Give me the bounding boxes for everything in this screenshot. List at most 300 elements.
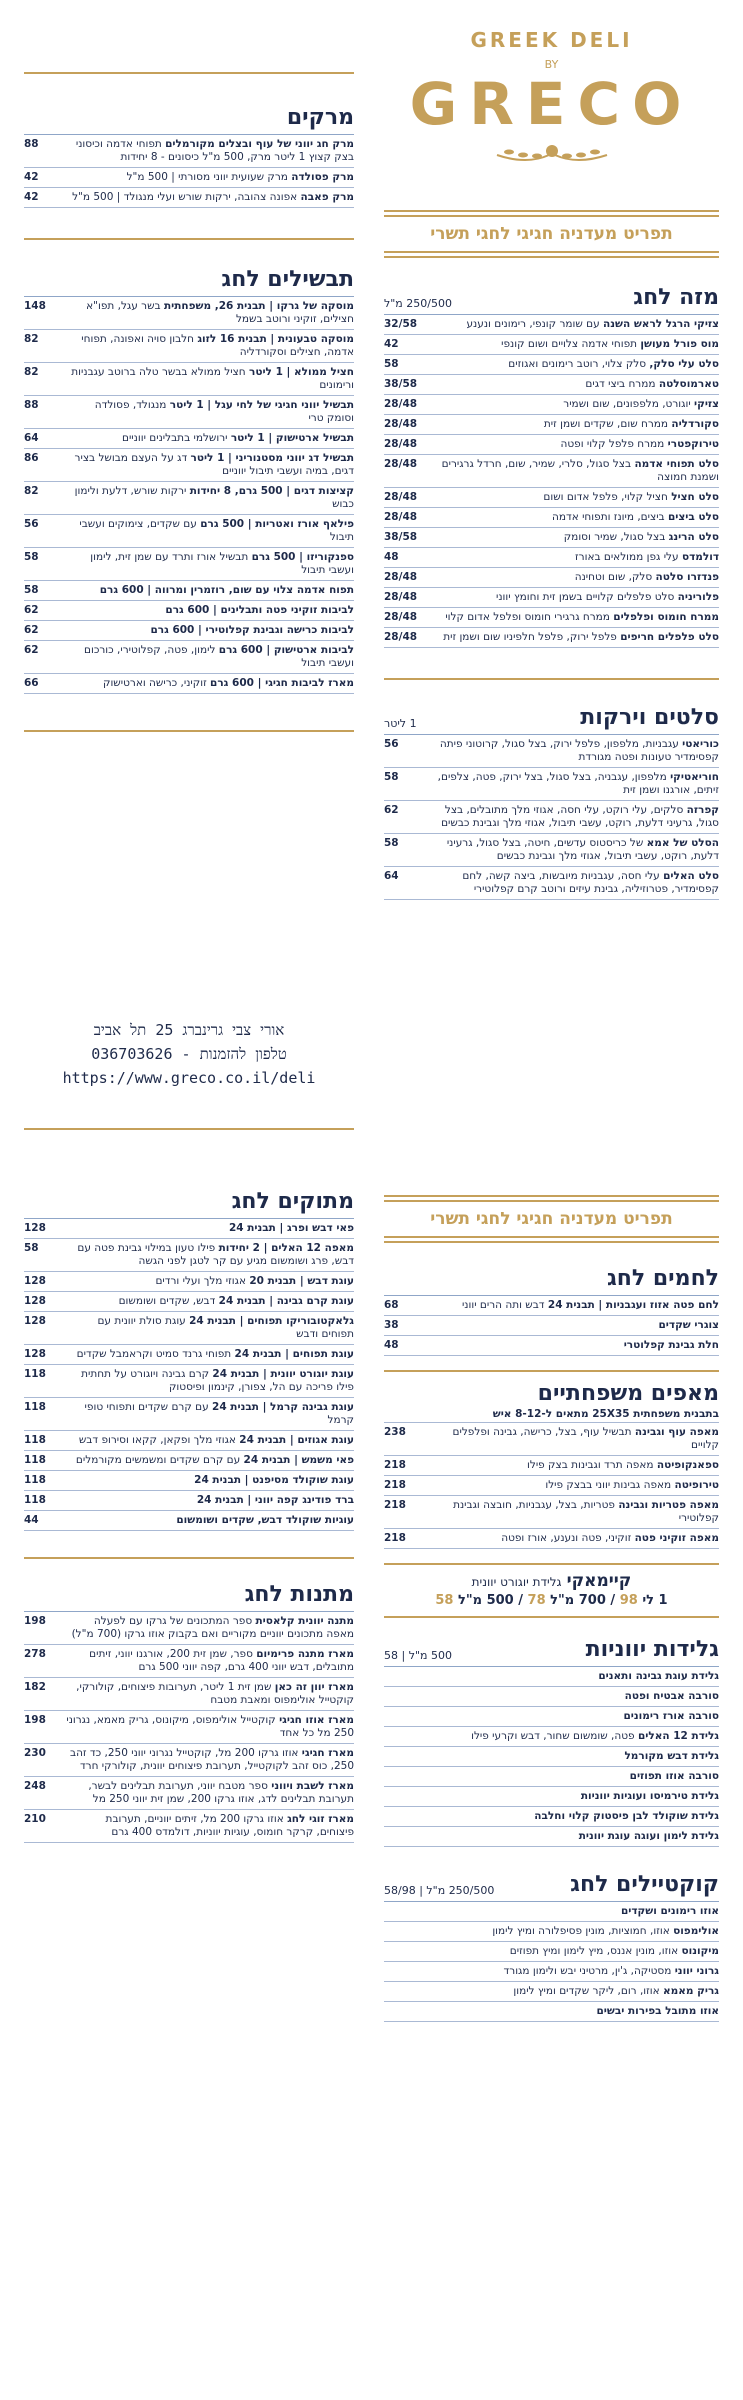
menu-item-desc: סלק צלוי, רוטב רימונים ואגוזים	[508, 358, 647, 370]
menu-item-desc: עוגת סולת יוונית עם תפוחים ודבש	[97, 1315, 354, 1340]
menu-item-desc: חציל ממולא בבשר טלה ברוטב עגבניות ורימונים	[71, 366, 354, 391]
menu-item-name: עוגת תפוחים | תבנית 24	[234, 1348, 354, 1360]
breads-list	[384, 1296, 719, 1356]
meze-header	[384, 284, 719, 315]
menu-item-text	[426, 1770, 719, 1783]
menu-item-name: עוגת יוגורט יוונית | תבנית 24	[212, 1368, 354, 1380]
menu-item	[24, 1431, 354, 1451]
menu-item-name: עוגת גבינה קרמל | תבנית 24	[212, 1401, 354, 1413]
menu-item-text	[426, 338, 719, 351]
menu-item-price: 42	[24, 191, 39, 203]
menu-item-price: 128	[24, 1315, 46, 1327]
divider	[24, 730, 354, 732]
menu-item-name: סלט האלים	[663, 870, 719, 882]
menu-item	[384, 488, 719, 508]
menu-item-desc: חלבון סויה ואפונה, תפוחי אדמה, חצילים וסקורדליה	[81, 333, 354, 358]
menu-item-desc: בצל סגול, סלרי, שמיר, שום, חרדל גרגירים ושמנת חמוצה	[441, 458, 719, 483]
menu-item-name: טארמוסלטה	[658, 378, 719, 390]
menu-item-price: 28/48	[384, 631, 418, 643]
menu-item	[384, 608, 719, 628]
menu-item-text	[426, 771, 719, 797]
menu-item	[384, 1476, 719, 1496]
menu-item-price: 118	[24, 1434, 46, 1446]
menu-item-name: פילאף אורז ואטריות | 500 גרם	[200, 518, 354, 530]
menu-item	[384, 588, 719, 608]
menu-item-text	[66, 624, 354, 637]
menu-item-desc: עם קרם שקדים ותפוחי טופי קרמל	[84, 1401, 354, 1426]
menu-item	[384, 1529, 719, 1549]
menu-item-desc: דג על העצם מבושל בציר דגים, במיה ועשבי תיבול יווניים	[74, 452, 354, 477]
menu-item-name: עוגת אגוזים | תבנית 24	[239, 1434, 354, 1446]
menu-item-name: סלט תפוחי אדמה	[634, 458, 719, 470]
menu-item-price: 28/48	[384, 438, 418, 450]
menu-item-price: 42	[384, 338, 399, 350]
menu-item-price: 198	[24, 1615, 46, 1627]
meze-title: מזה לחג	[633, 285, 719, 310]
menu-item-name: ספאנקופיטה	[656, 1459, 719, 1471]
menu-item	[384, 355, 719, 375]
menu-item-price: 118	[24, 1454, 46, 1466]
menu-item	[384, 315, 719, 335]
menu-item-price: 62	[24, 624, 39, 636]
menu-item-desc: דבש ותה הרים יווני	[461, 1299, 545, 1311]
contact-address: אורי צבי גרינברג 25 תל אביב	[93, 1021, 285, 1039]
menu-item-text	[426, 1905, 719, 1918]
gelato-list	[384, 1667, 719, 1847]
menu-item-text	[66, 1348, 354, 1361]
menu-item-text	[426, 378, 719, 391]
menu-item-name: פאי דבש ופרג | תבנית 24	[228, 1222, 354, 1234]
menu-item-name: מוסקה של גרקו | תבנית 26, משפחתית	[163, 300, 354, 312]
menu-item	[384, 628, 719, 648]
divider	[384, 1236, 719, 1243]
menu-item-desc: פטריות, בצל, עגבניות, חובצה וגבינת קפלוטירי	[453, 1499, 719, 1524]
breads-title: לחמים לחג	[606, 1266, 719, 1291]
menu-item-name: מיקונוס	[681, 1945, 719, 1957]
menu-item-name: פנדזרו סלטה	[655, 571, 719, 583]
menu-item-text	[66, 399, 354, 425]
menu-item-text	[66, 1275, 354, 1288]
menu-item-text	[426, 358, 719, 371]
menu-item	[24, 515, 354, 548]
menu-item-desc: קרם גבינה ויוגורט על תחתית פילו פריכה עם הל, צפורן, קינמון ופיסטוק	[81, 1368, 354, 1393]
menu-item-desc: פטה, שומשום שחור, דבש וקרעי פילו	[471, 1730, 635, 1742]
menu-item	[24, 1451, 354, 1471]
menu-item-price: 118	[24, 1401, 46, 1413]
menu-item-text	[426, 738, 719, 764]
menu-item	[384, 335, 719, 355]
menu-item-name: סורבה אוזו תפוזים	[629, 1770, 719, 1782]
menu-item	[384, 1423, 719, 1456]
menu-item-text	[66, 1242, 354, 1268]
menu-item-desc: תפוחי גרנד סמיט וקראמבל שקדים	[76, 1348, 232, 1360]
gifts-title: מתנות לחג	[244, 1582, 354, 1607]
menu-item-desc: סלק, שום וטחינה	[574, 571, 653, 583]
menu-item-name: טירוקפטרי	[667, 438, 719, 450]
menu-item	[384, 1962, 719, 1982]
contact-phone[interactable]: טלפון להזמנות - 036703626	[91, 1045, 287, 1063]
menu-item-desc: של כריסטוס עדשים, חיטה, בצל סגול, גרעיני דלעת, רוקט, עשבי תיבול, אגוזי מלך וגבינת כבשים	[446, 837, 719, 862]
breads-header	[384, 1265, 719, 1296]
menu-item-price: 66	[24, 677, 39, 689]
menu-item-price: 58	[384, 358, 399, 370]
menu-item-name: מארז לשבת ויווני	[271, 1780, 354, 1792]
menu-item-price: 128	[24, 1348, 46, 1360]
menu-item-price: 278	[24, 1648, 46, 1660]
menu-item-desc: ממרח שום, שקדים ושמן זית	[543, 418, 669, 430]
menu-item	[384, 1982, 719, 2002]
menu-item-name: גריק מאמא	[663, 1985, 719, 1997]
menu-item-desc: ממרח גרגירי חומוס ופלפל אדום קלוי	[445, 611, 610, 623]
menu-item-text	[426, 631, 719, 644]
menu-item-name: תבשיל ארטישוק | 1 ליטר	[230, 432, 354, 444]
menu-item-desc: תפוחי אדמה וכיסוני בצק קצוץ 1 ליטר מרק, 500 מ"ל כיסונים - 8 יחידות	[75, 138, 354, 163]
family-header	[384, 1380, 719, 1406]
menu-item-price: 28/48	[384, 418, 418, 430]
menu-item-text	[66, 551, 354, 577]
menu-item-desc: מאפה תרד וגבינות בצק פילו	[526, 1459, 654, 1471]
menu-item-price: 88	[24, 138, 39, 150]
menu-item-text	[66, 366, 354, 392]
menu-item-text	[66, 1434, 354, 1447]
menu-item	[384, 834, 719, 867]
menu-item-text	[66, 138, 354, 164]
menu-item	[384, 528, 719, 548]
menu-item-price: 210	[24, 1813, 46, 1825]
soups-title: מרקים	[286, 105, 354, 130]
menu-item-price: 182	[24, 1681, 46, 1693]
divider	[24, 1128, 354, 1130]
family-list	[384, 1423, 719, 1549]
family-note: בתבנית משפחתית 25X35 מתאים ל-8-12 איש	[384, 1406, 719, 1423]
menu-item-text	[66, 1401, 354, 1427]
menu-item-desc: יוגורט, מלפפונים, שום ושמיר	[563, 398, 691, 410]
menu-item-text	[426, 1479, 719, 1492]
menu-item-text	[66, 1295, 354, 1308]
menu-item-price: 62	[384, 804, 399, 816]
menu-item	[384, 395, 719, 415]
meze-sizes: 250/500 מ"ל	[384, 297, 452, 310]
menu-item-text	[426, 2005, 719, 2018]
menu-item-text	[66, 1747, 354, 1773]
menu-item-name: גלידת דבש מקורמל	[624, 1750, 719, 1762]
menu-item-name: צזיקי הרגל לראש השנה	[603, 318, 719, 330]
menu-item	[384, 375, 719, 395]
menu-item-price: 148	[24, 300, 46, 312]
meze-list	[384, 315, 719, 648]
menu-item	[384, 1296, 719, 1316]
left-column-middle	[24, 1178, 354, 1843]
menu-item-name: תבשיל יווני חגיגי של לחי עגל | 1 ליטר	[169, 399, 354, 411]
menu-item-price: 128	[24, 1275, 46, 1287]
menu-item	[24, 363, 354, 396]
menu-item-price: 38/58	[384, 378, 418, 390]
menu-item-text	[66, 604, 354, 617]
menu-item-text	[66, 452, 354, 478]
menu-item-desc: עגבניות, מלפפון, פלפל ירוק, בצל סגול, קרוטוני פיתה קפסימדיר טעונות ופטה מגורדת	[439, 738, 719, 763]
menu-item-desc: ירושלמי בתבלינים יווניים	[121, 432, 228, 444]
menu-item-text	[66, 485, 354, 511]
menu-item-price: 58	[384, 837, 399, 849]
menu-item-price: 198	[24, 1714, 46, 1726]
menu-item-desc: ממרח ביצי דגים	[585, 378, 656, 390]
menu-item-text	[66, 1315, 354, 1341]
menu-item	[24, 1612, 354, 1645]
gifts-header	[24, 1581, 354, 1612]
menu-item-text	[66, 191, 354, 204]
menu-item	[384, 1727, 719, 1747]
menu-item-desc: אוזו גרקו 200 מל, זיתים יווניים, תערובת פיצוחים, קרקר חומוס, עוגיות יווניות, דולמדס 400 גרם	[105, 1813, 354, 1838]
menu-item-price: 82	[24, 485, 39, 497]
menu-item-name: עוגת דבש | תבנית 20	[249, 1275, 354, 1287]
menu-item-name: גלידת 12 האלים	[637, 1730, 719, 1742]
menu-item-name: ברד פודינג קפה יווני | תבנית 24	[196, 1494, 354, 1506]
menu-item-desc: ספר, שמן זית 200, אורגנו יווני, זיתים מתובלים, דבש יווני 400 גרם, קפה יווני 500 גרם	[89, 1648, 354, 1673]
gelato-header	[384, 1636, 719, 1667]
menu-item-name: תבשיל דג יווני מסטנוריני | 1 ליטר	[190, 452, 354, 464]
menu-item-desc: ביצים, מיונז ותפוחי אדמה	[552, 511, 665, 523]
menu-item	[384, 867, 719, 900]
menu-item	[384, 1707, 719, 1727]
menu-item-text	[426, 804, 719, 830]
menu-item-price: 238	[384, 1426, 406, 1438]
divider	[384, 251, 719, 258]
menu-item-price: 248	[24, 1780, 46, 1792]
menu-item-name: חוריאטיקי	[670, 771, 719, 783]
menu-item	[24, 621, 354, 641]
menu-item	[24, 297, 354, 330]
menu-item-name: גלאקטובוריקו תפוחים | תבנית 24	[189, 1315, 354, 1327]
cocktails-size: 250/500 מ"ל | 58/98	[384, 1884, 495, 1897]
menu-item-price: 218	[384, 1499, 406, 1511]
menu-item-name: גלידת שוקולד לבן פיסטוק קלוי וחלבה	[534, 1810, 719, 1822]
menu-item-desc: עם קרם שקדים ומשמשים מקורמלים	[75, 1454, 241, 1466]
menu-item	[384, 1767, 719, 1787]
menu-item-desc: עם שקדים, צימוקים ועשבי תיבול	[79, 518, 354, 543]
menu-item	[24, 641, 354, 674]
menu-item	[384, 1316, 719, 1336]
menu-item-price: 28/48	[384, 511, 418, 523]
menu-item	[24, 1744, 354, 1777]
menu-item-text	[426, 1925, 719, 1938]
menu-item-name: טירופיטה	[674, 1479, 719, 1491]
menu-item	[384, 548, 719, 568]
menu-item-name: מתנה יוונית קלאסית	[255, 1615, 354, 1627]
menu-item-text	[66, 1474, 354, 1487]
menu-item-text	[66, 677, 354, 690]
menu-item-desc: עם שומר קונפי, רימונים ונענע	[466, 318, 600, 330]
menu-item-name: סלט חציל	[671, 491, 719, 503]
menu-item-desc: מלפפון, עגבניה, בצל סגול, בצל ירוק, פטה, צלפים, זיתים, אורגנו ושמן זית	[437, 771, 719, 796]
menu-item	[24, 188, 354, 208]
menu-item-text	[426, 511, 719, 524]
menu-item-price: 28/48	[384, 398, 418, 410]
menu-item-desc: ממרח פלפל קלוי ופטה	[560, 438, 665, 450]
menu-item-price: 88	[24, 399, 39, 411]
menu-item-price: 86	[24, 452, 39, 464]
menu-item-text	[426, 1945, 719, 1958]
menu-item-desc: סלקים, עלי רוקט, עלי חסה, אגוזי מלך מתובלים, בצל סגול, גרעיני דלעת, רוקט, עשבי תיבול, אגוזי מלך וגבינת כבשים	[441, 804, 719, 829]
menu-item-price: 58	[24, 584, 39, 596]
menu-item-text	[426, 611, 719, 624]
menu-item-price: 28/48	[384, 458, 418, 470]
menu-item	[24, 1471, 354, 1491]
menu-item-name: פאי משמש | תבנית 24	[243, 1454, 354, 1466]
contact-block	[24, 1018, 354, 1090]
menu-item-name: פלוריניה	[677, 591, 719, 603]
menu-item-desc: זוקיני, כרישה וארטישוק	[103, 677, 207, 689]
brand-by: BY	[544, 58, 559, 71]
menu-item-text	[426, 398, 719, 411]
menu-item-desc: אפונה צהובה, ירקות שורש ועלי מנגולד | 500 מ"ל	[72, 191, 298, 203]
menu-item-text	[426, 1426, 719, 1452]
menu-item	[24, 168, 354, 188]
menu-item-name: אוזו רימונים ושקדים	[620, 1905, 719, 1917]
menu-item-text	[426, 318, 719, 331]
menu-item-price: 218	[384, 1479, 406, 1491]
kaimaki-subtitle: גלידת יוגורט יוונית	[471, 1575, 562, 1589]
menu-item	[24, 1511, 354, 1531]
menu-item	[384, 1902, 719, 1922]
menu-item-text	[66, 1714, 354, 1740]
menu-item-text	[426, 1532, 719, 1545]
menu-item-desc: תבשיל עוף, בצל, כרישה, גבינה ופלפלים קלויים	[452, 1426, 719, 1451]
menu-item-text	[66, 432, 354, 445]
cooked-header	[24, 266, 354, 297]
menu-item-price: 28/48	[384, 591, 418, 603]
menu-item-price: 230	[24, 1747, 46, 1759]
menu-item	[384, 568, 719, 588]
menu-item-desc: דבש, שקדים ושומשום	[118, 1295, 216, 1307]
menu-item-name: עוגת שוקולד מסיפנט | תבנית 24	[194, 1474, 354, 1486]
menu-item-name: מארז אוזו חגיגי	[279, 1714, 354, 1726]
menu-item-name: קציצות דגים | 500 גרם, 8 יחידות	[189, 485, 354, 497]
menu-item-price: 64	[24, 432, 39, 444]
menu-item-desc: אוזו, רום, ליקר שקדים ומיץ לימון	[513, 1985, 660, 1997]
menu-item-price: 28/48	[384, 611, 418, 623]
soups-list	[24, 135, 354, 208]
menu-item	[384, 1922, 719, 1942]
brand-name: GRECO	[409, 70, 694, 138]
menu-item-price: 58	[24, 551, 39, 563]
menu-item-price: 48	[384, 1339, 399, 1351]
menu-item-desc: אוזו גרקו 200 מל, קוקטייל נגרוני יווני 250, כד זהב 250, כוס זהב לקוקטייל, תערובת פיצוחים יוונית, קולורקי חרד	[70, 1747, 354, 1772]
menu-item-price: 82	[24, 333, 39, 345]
menu-item	[24, 581, 354, 601]
menu-item-name: מארז חגיגי	[301, 1747, 354, 1759]
menu-item	[384, 1336, 719, 1356]
menu-item	[24, 1365, 354, 1398]
menu-item-text	[66, 1514, 354, 1527]
menu-item-name: גלידת עוגת גבינה ותאנים	[598, 1670, 719, 1682]
menu-item-name: כוריאטי	[682, 738, 719, 750]
menu-item	[384, 1667, 719, 1687]
menu-item	[384, 435, 719, 455]
menu-item-name: קפרזה	[686, 804, 719, 816]
menu-item-desc: זוקיני, פטה ונענע, אורז ופטה	[501, 1532, 632, 1544]
menu-item-text	[426, 418, 719, 431]
kaimaki-prices: 1 לי 98 / 700 מ"ל 78 / 500 מ"ל 58	[435, 1593, 668, 1608]
menu-item-price: 38	[384, 1319, 399, 1331]
salads-size: 1 ליטר	[384, 717, 417, 730]
menu-item-name: סלט הרינג	[668, 531, 719, 543]
menu-item	[384, 735, 719, 768]
menu-item-desc: שמן זית 1 ליטר, תערובות פיצוחים, קולורקי, קוקטייל אולימפוס ומאבת מטבח	[76, 1681, 354, 1706]
menu-item-name: סורבה אורז רימונים	[623, 1710, 719, 1722]
menu-item	[384, 1456, 719, 1476]
menu-item-text	[66, 333, 354, 359]
menu-item-name: לביבות ארטישוק | 600 גרם	[218, 644, 354, 656]
menu-item-desc: חציל קלוי, פלפל אדום ושום	[543, 491, 668, 503]
menu-item-text	[426, 491, 719, 504]
menu-item-price: 68	[384, 1299, 399, 1311]
menu-item-text	[66, 644, 354, 670]
menu-item	[24, 1312, 354, 1345]
menu-item-price: 62	[24, 644, 39, 656]
menu-item-price: 82	[24, 366, 39, 378]
menu-item-desc: ירקות שורש, דלעת ולימון כבוש	[74, 485, 354, 510]
menu-item-name: מארז זוגי לחג	[287, 1813, 354, 1825]
menu-item-name: גלידת לימון ועוגה עוגת יוונית	[578, 1830, 719, 1842]
menu-item-price: 128	[24, 1222, 46, 1234]
menu-item-name: הסלט של אמא	[646, 837, 719, 849]
menu-item-desc: לימון, פטה, קפלוטירי, כורכום ועשבי תיבול	[84, 644, 354, 669]
divider	[384, 210, 719, 217]
soups-header	[24, 104, 354, 135]
menu-item-price: 58	[384, 771, 399, 783]
menu-item-desc: מסטיקה, ג'ין, מרטיני יבש ולימון מגורד	[503, 1965, 672, 1977]
menu-item-name: סלט ביצים	[667, 511, 719, 523]
menu-item-name: מאפה זוקיני פטה	[634, 1532, 719, 1544]
menu-item-text	[426, 1965, 719, 1978]
sweets-title: מתוקים לחג	[231, 1189, 354, 1214]
menu-item-desc: תפוחי אדמה צלויים ושום קונפי	[501, 338, 638, 350]
menu-item-text	[66, 1494, 354, 1507]
menu-item	[384, 1942, 719, 1962]
menu-item	[24, 429, 354, 449]
menu-item	[24, 1645, 354, 1678]
menu-item-price: 38/58	[384, 531, 418, 543]
menu-item-text	[66, 1368, 354, 1394]
menu-item-name: מאפה פטריות וגבינה	[618, 1499, 719, 1511]
menu-item-name: חלת גבינת קפלוטרי	[623, 1339, 719, 1351]
menu-item-text	[66, 1813, 354, 1839]
menu-item-price: 48	[384, 551, 399, 563]
contact-website[interactable]: https://www.greco.co.il/deli	[62, 1069, 316, 1087]
menu-item-desc: מרק שעועית יווני מסורתי | 500 מ"ל	[126, 171, 288, 183]
menu-item-price: 56	[24, 518, 39, 530]
menu-item-name: מארז מתנה פרימיום	[256, 1648, 354, 1660]
menu-item-price: 42	[24, 171, 39, 183]
menu-item-text	[426, 571, 719, 584]
menu-item-name: צוגרי שקדים	[658, 1319, 719, 1331]
menu-item-price: 218	[384, 1532, 406, 1544]
menu-item-desc: אוזו, מונין אננס, מיץ לימון ומיץ תפוזים	[509, 1945, 679, 1957]
menu-item	[24, 482, 354, 515]
menu-item-text	[426, 837, 719, 863]
menu-item-name: צזיקי	[694, 398, 719, 410]
menu-item	[24, 1398, 354, 1431]
salads-header	[384, 704, 719, 735]
menu-item-name: דולמדס	[681, 551, 719, 563]
menu-item-desc: בצל סגול, שמיר וסומק	[563, 531, 666, 543]
menu-item	[24, 1345, 354, 1365]
menu-item-text	[426, 1339, 719, 1352]
menu-item-name: מרק חג יווני של עוף ובצלים מקורמלים	[165, 138, 354, 150]
menu-item-text	[426, 1319, 719, 1332]
menu-item-name: מארז יוון זה כאן	[274, 1681, 354, 1693]
menu-item-name: לביבות כרישה וגבינת קפלוטירי | 600 גרם	[150, 624, 354, 636]
